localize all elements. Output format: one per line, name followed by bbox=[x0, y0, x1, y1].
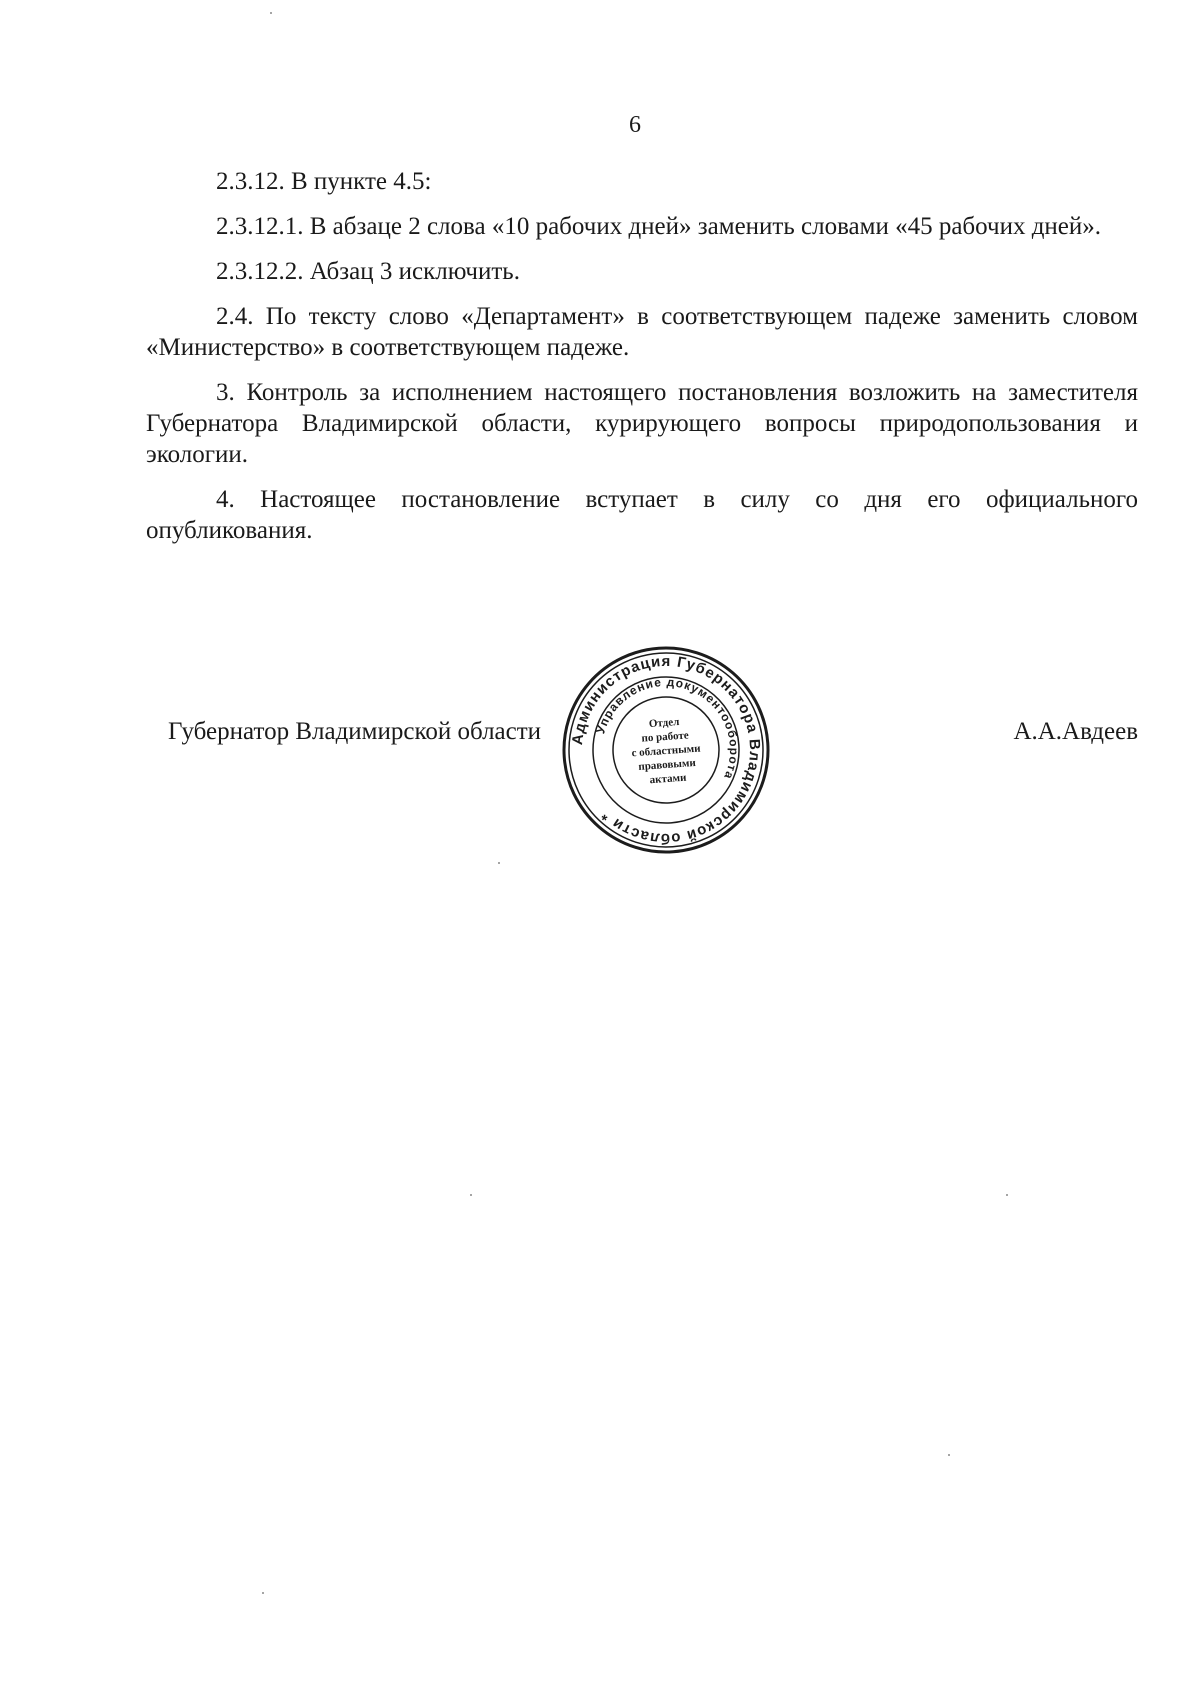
svg-text:по работе: по работе bbox=[641, 729, 690, 745]
seal-graphic bbox=[553, 637, 779, 863]
paragraph-2-3-12-1: 2.3.12.1. В абзаце 2 слова «10 рабочих дней» заменить словами «45 рабочих дней». bbox=[216, 213, 1102, 240]
scan-speck bbox=[262, 1592, 264, 1594]
paragraph-2-3-12-2: 2.3.12.2. Абзац 3 исключить. bbox=[216, 258, 520, 285]
svg-text:правовыми: правовыми bbox=[637, 756, 697, 773]
scan-speck bbox=[270, 12, 272, 14]
paragraph-3: 3. Контроль за исполнением настоящего постановления возложить на заместителя Губернатора Владимирской области, курирующего вопросы природопользования и экологии. bbox=[146, 379, 1138, 468]
page-number: 6 bbox=[629, 112, 641, 138]
seal-inner-ring-text: Управление документооборота bbox=[593, 674, 742, 782]
svg-text:актами: актами bbox=[649, 771, 687, 787]
paragraph-4: 4. Настоящее постановление вступает в силу со дня его официального опубликования. bbox=[146, 486, 1138, 544]
paragraph-2-3-12: 2.3.12. В пункте 4.5: bbox=[216, 168, 432, 195]
scan-speck bbox=[948, 1454, 950, 1456]
paragraph-2-4: 2.4. По тексту слово «Департамент» в соответствующем падеже заменить словом «Министерство» в соответствующем падеже. bbox=[146, 303, 1138, 361]
svg-text:Отдел: Отдел bbox=[648, 716, 680, 731]
scan-speck bbox=[470, 1194, 472, 1196]
signatory-name: А.А.Авдеев bbox=[1013, 718, 1138, 745]
official-seal bbox=[553, 637, 779, 863]
seal-outer-ring-text: Администрация Губернатора Владимирской области * bbox=[569, 652, 764, 848]
document-body bbox=[146, 166, 1138, 560]
scan-speck bbox=[1006, 1194, 1008, 1196]
signatory-title: Губернатор Владимирской области bbox=[168, 718, 542, 745]
seal-center-text bbox=[629, 715, 703, 788]
scan-speck bbox=[498, 862, 500, 864]
svg-text:с областными: с областными bbox=[631, 742, 701, 760]
